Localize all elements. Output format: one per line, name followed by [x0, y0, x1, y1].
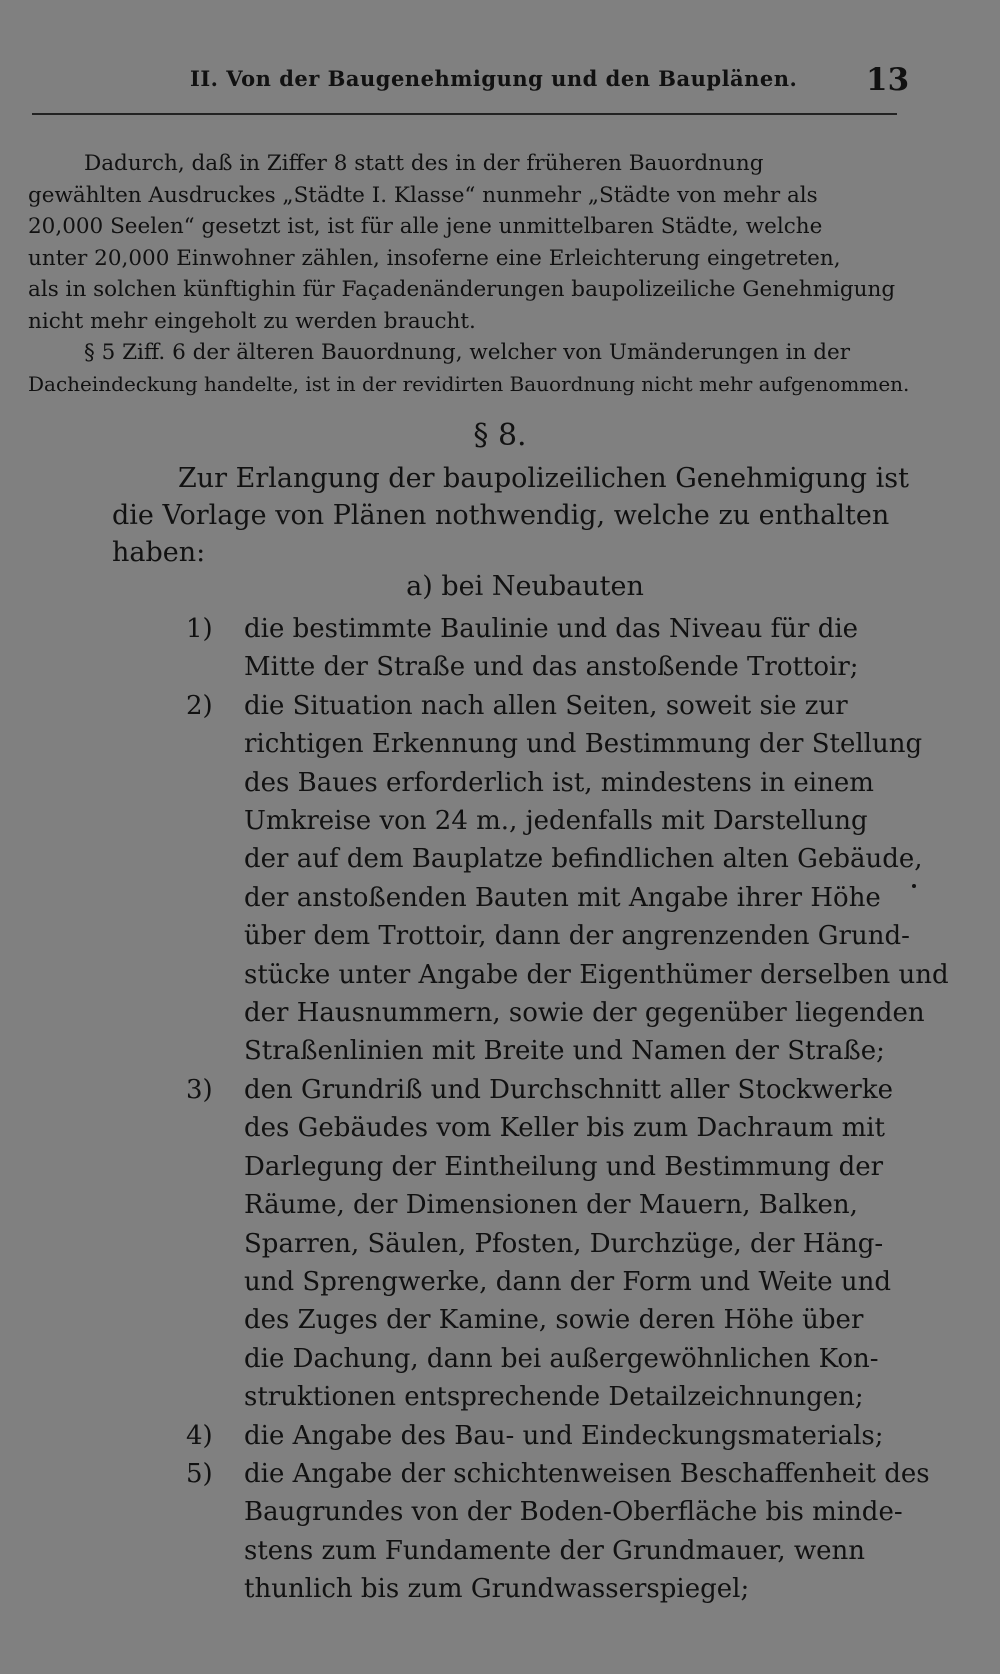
text-line: die Dachung, dann bei außergewöhnlichen Kon-	[244, 1343, 879, 1374]
text-line: Mitte der Straße und das anstoßende Trottoir;	[244, 652, 859, 683]
list-item	[186, 687, 949, 1071]
item-number: 1)	[186, 614, 213, 644]
text-line: der auf dem Bauplatze befindlichen alten Gebäude,	[244, 844, 923, 875]
text-line: unter 20,000 Einwohner zählen, insoferne eine Erleichterung eingetreten,	[28, 245, 841, 271]
sub-heading: a) bei Neubauten	[406, 571, 644, 602]
section-intro	[112, 460, 910, 571]
text-line: der Hausnummern, sowie der gegenüber liegenden	[244, 998, 925, 1029]
list-item	[186, 1071, 898, 1417]
item-number: 3)	[186, 1074, 213, 1105]
text-line: den Grundriß und Durchschnitt aller Stockwerke	[244, 1074, 893, 1105]
text-line: Straßenlinien mit Breite und Namen der Straße;	[244, 1036, 885, 1067]
text-line: stens zum Fundamente der Grundmauer, wenn	[244, 1535, 866, 1566]
item-body	[244, 1417, 898, 1455]
text-line: gewählten Ausdruckes „Städte I. Klasse“ nunmehr „Städte von mehr als	[28, 182, 818, 208]
item-body	[244, 1455, 930, 1609]
item-number: 2)	[186, 690, 213, 721]
text-line: die Angabe des Bau- und Eindeckungsmaterials;	[244, 1420, 884, 1451]
text-line: Räume, der Dimensionen der Mauern, Balken,	[244, 1190, 858, 1221]
commentary-paragraph	[28, 148, 898, 337]
list-item	[186, 1417, 898, 1455]
text-line: des Zuges der Kamine, sowie deren Höhe über	[244, 1305, 864, 1336]
text-line: struktionen entsprechende Detailzeichnungen;	[244, 1382, 864, 1413]
item-body	[244, 610, 898, 687]
text-line: Darlegung der Eintheilung und Bestimmung der	[244, 1151, 884, 1182]
text-line: des Baues erforderlich ist, mindestens in einem	[244, 767, 874, 798]
commentary-paragraph	[28, 337, 910, 400]
text-line: thunlich bis zum Grundwasserspiegel;	[244, 1574, 750, 1605]
running-title: II. Von der Baugenehmigung und den Bauplänen.	[190, 66, 798, 91]
text-line: Dadurch, daß in Ziffer 8 statt des in der früheren Bauordnung	[84, 151, 764, 176]
requirements-list	[186, 610, 949, 1609]
commentary-text	[28, 148, 910, 400]
text-line: stücke unter Angabe der Eigenthümer derselben und	[244, 959, 949, 990]
text-line: Zur Erlangung der baupolizeilichen Genehmigung ist	[178, 463, 910, 494]
text-line: Sparren, Säulen, Pfosten, Durchzüge, der Häng-	[244, 1228, 884, 1259]
text-line: Umkreise von 24 m., jedenfalls mit Darstellung	[244, 806, 868, 837]
text-line: haben:	[112, 537, 206, 568]
text-line: über dem Trottoir, dann der angrenzenden Grund-	[244, 921, 910, 952]
text-line: Baugrundes von der Boden-Oberfläche bis minde-	[244, 1497, 903, 1528]
text-line: Dacheindeckung handelte, ist in der revidirten Bauordnung nicht mehr aufgenommen.	[28, 371, 910, 396]
text-line: die Vorlage von Plänen nothwendig, welche zu enthalten	[112, 500, 890, 531]
item-body	[244, 687, 949, 1071]
text-line: und Sprengwerke, dann der Form und Weite und	[244, 1266, 891, 1297]
header-rule	[32, 113, 897, 115]
text-line: des Gebäudes vom Keller bis zum Dachraum mit	[244, 1113, 885, 1144]
text-line: der anstoßenden Bauten mit Angabe ihrer Höhe	[244, 882, 881, 913]
page-number: 13	[866, 62, 910, 98]
list-item	[186, 610, 898, 687]
text-line: richtigen Erkennung und Bestimmung der Stellung	[244, 729, 923, 760]
text-line: nicht mehr eingeholt zu werden braucht.	[28, 308, 476, 334]
print-speck	[912, 884, 916, 888]
text-line: § 5 Ziff. 6 der älteren Bauordnung, welcher von Umänderungen in der	[84, 340, 850, 365]
item-number: 4)	[186, 1420, 213, 1451]
text-line: die bestimmte Baulinie und das Niveau für die	[244, 614, 859, 644]
text-line: als in solchen künftighin für Façadenänderungen baupolizeiliche Genehmigung	[28, 277, 896, 302]
text-line: die Situation nach allen Seiten, soweit sie zur	[244, 690, 848, 721]
item-body	[244, 1071, 898, 1417]
section-heading: § 8.	[473, 418, 527, 453]
list-item	[186, 1455, 930, 1609]
text-line: die Angabe der schichtenweisen Beschaffenheit des	[244, 1458, 930, 1489]
running-head	[0, 62, 1000, 102]
item-number: 5)	[186, 1458, 213, 1489]
text-line: 20,000 Seelen“ gesetzt ist, ist für alle jene unmittelbaren Städte, welche	[28, 214, 823, 239]
